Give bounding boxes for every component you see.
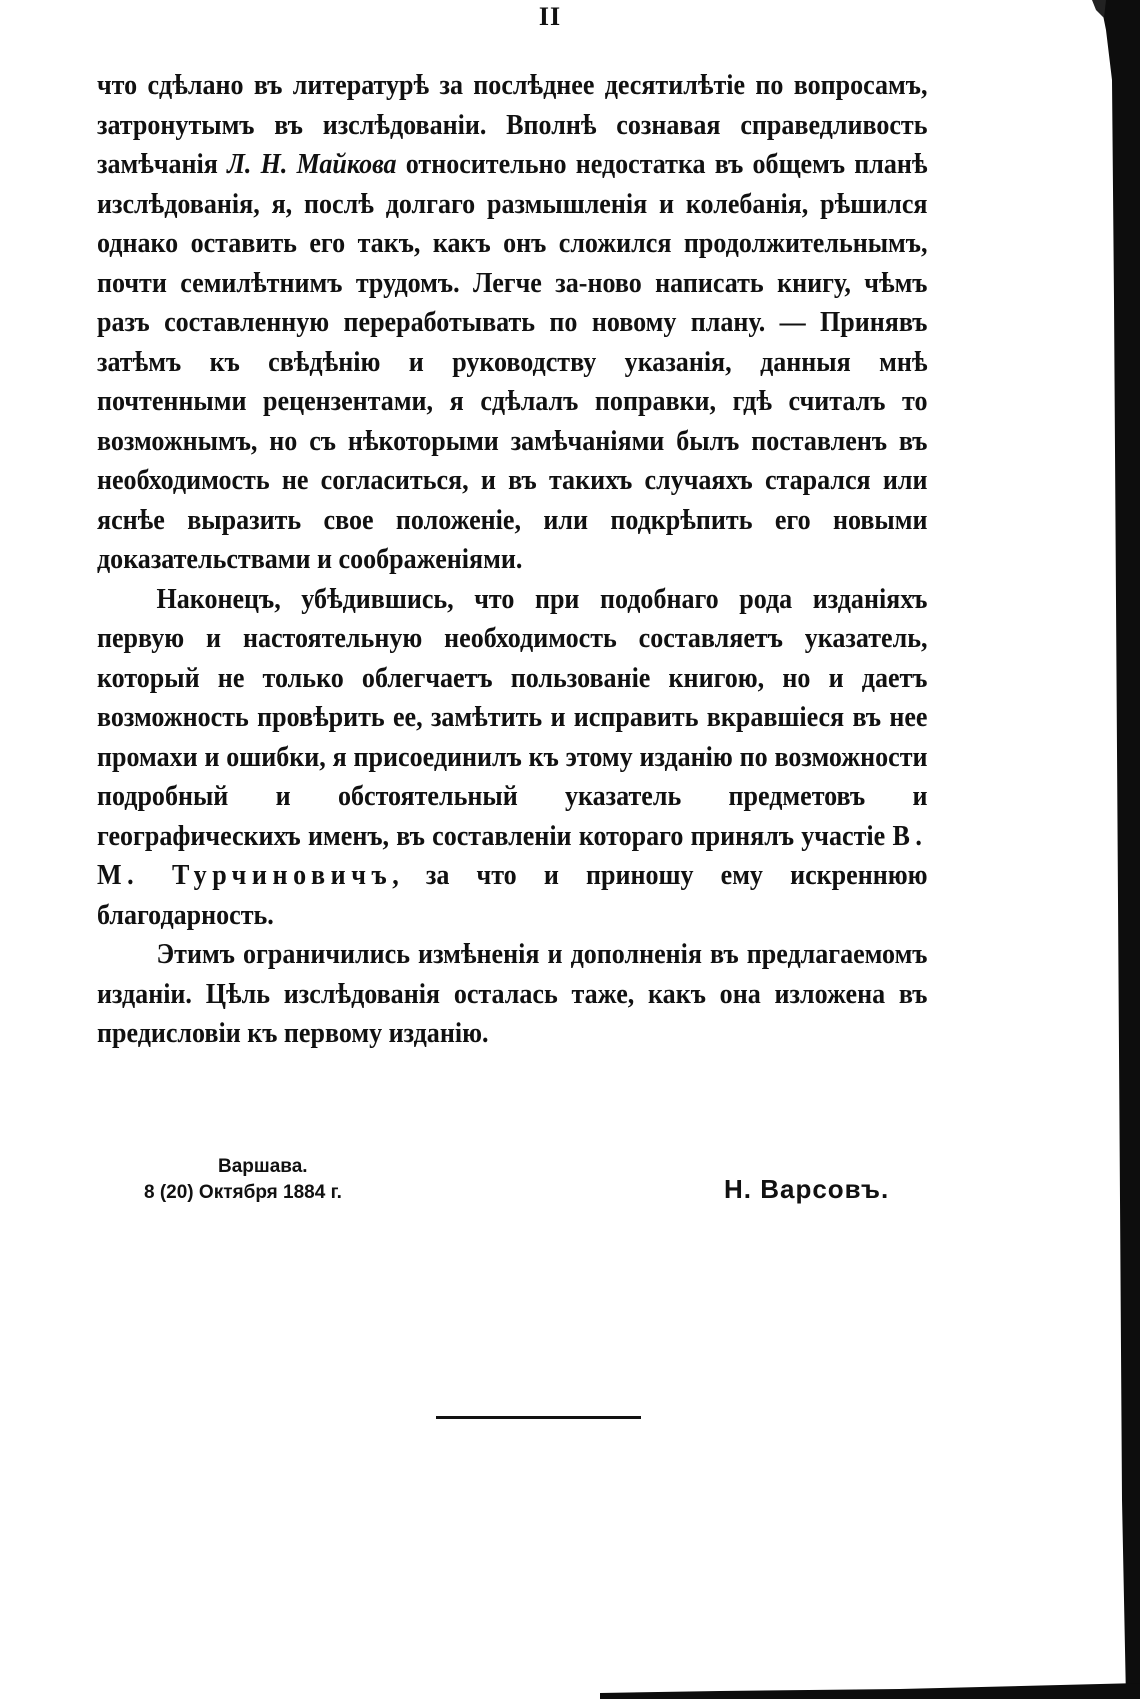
signature-place: Варшава. [218,1156,308,1177]
paragraph-1 [97,66,927,580]
paragraph-1-end: относительно недостатка въ общемъ планѣ изслѣдованія, я, послѣ долгаго размышленія и колебанія, рѣшился однако оставить его такъ, какъ онъ сложился продолжительнымъ, почти семилѣтнимъ трудомъ. Легче за-ново написать книгу, чѣмъ разъ составленную переработывать по новому плану. — Принявъ затѣмъ къ свѣдѣнію и руководству указанія, данныя мнѣ почтенными рецензентами, я сдѣлалъ поправки, гдѣ считалъ то возможнымъ, но съ нѣкоторыми замѣчаніями былъ поставленъ въ необходимость не согласиться, и въ такихъ случаяхъ старался или яснѣе выразить свое положеніе, или подкрѣпить его новыми доказательствами и соображеніями. [97,149,928,575]
signature-author: Н. Варсовъ. [724,1174,890,1204]
signature-date: 8 (20) Октября 1884 г. [144,1182,342,1203]
scan-edge-bottom [600,1683,1140,1699]
paragraph-2 [97,580,927,936]
cited-name-turchinovich: В. М. Турчиновичъ [97,820,928,891]
scan-edge-right [1092,0,1140,1699]
paragraph-3: Этимъ ограничились измѣненія и дополненія въ предлагаемомъ изданіи. Цѣль изслѣдованія осталась таже, какъ она изложена въ предисловіи къ первому изданію. [97,939,928,1049]
paragraph-1-start: что сдѣлано въ литературѣ за послѣднее десятилѣтіе по вопросамъ, затронутымъ въ изслѣдованіи. Вполнѣ сознавая справедливость замѣчанія [97,70,928,180]
paragraph-2-start: Наконецъ, убѣдившись, что при подобнаго рода изданіяхъ первую и настоятельную необходимость составляетъ указатель, который не только облегчаетъ пользованіе книгою, но и даетъ возможность провѣрить ее, замѣтить и исправить вкравшіеся въ нее промахи и ошибки, я присоединилъ къ этому изданію по возможности подробный и обстоятельный указатель предметовъ и географическихъ именъ, въ составленіи котораго принялъ участіе [97,583,928,852]
cited-name-maikov: Л. Н. Майкова [227,149,397,180]
closing-rule [436,1416,641,1419]
page-number: II [538,2,562,31]
preface-text [97,66,927,1054]
signature-block [0,1156,1140,1216]
paragraph-2-end: , за что и приношу ему искреннюю благодарность. [97,860,928,931]
